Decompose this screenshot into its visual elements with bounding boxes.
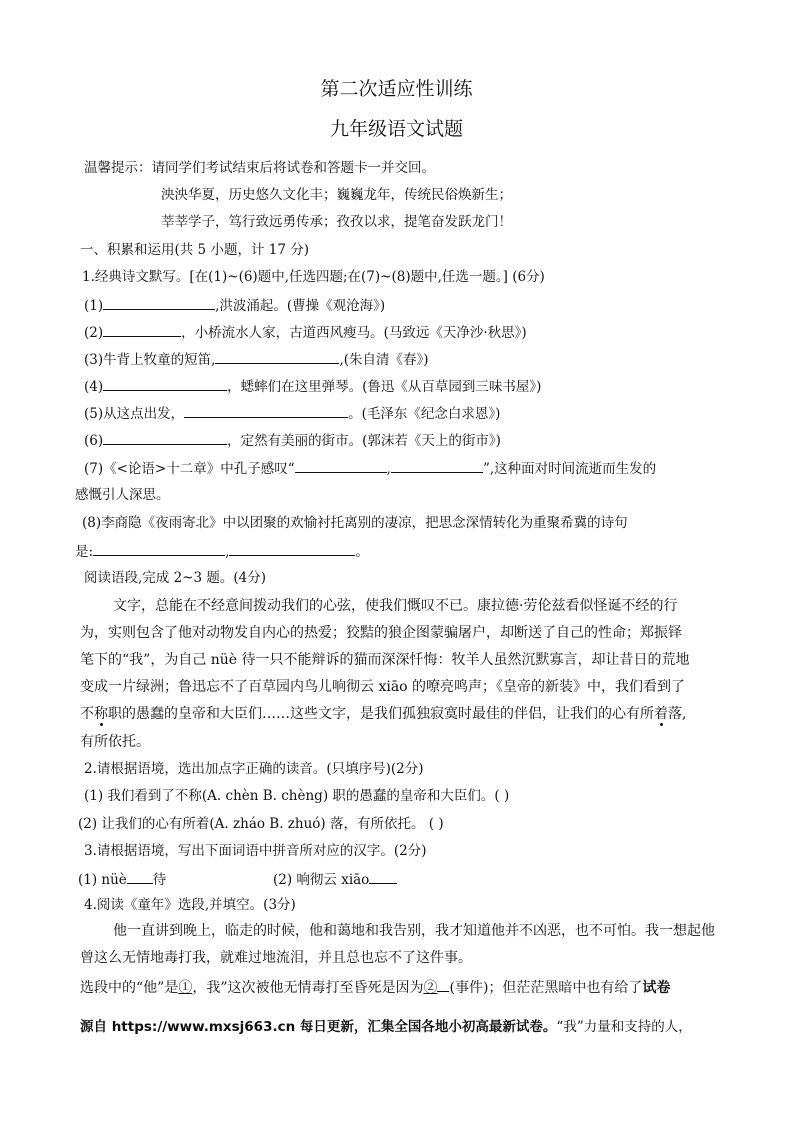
q4-passage-line-2: 曾这么无情地毒打我，就难过地流泪，并且总也忘不了这件事。 [80, 950, 472, 966]
answer-blank[interactable] [103, 430, 227, 445]
reading-para-line-2: 为，实则包含了他对动物发自内心的热爱；狡黠的狼企图蒙骗屠户，却断送了自己的性命；郑振铎 [80, 625, 682, 641]
answer-blank[interactable] [369, 869, 397, 884]
answer-blank[interactable] [295, 458, 387, 473]
notice-line-1: 泱泱华夏，历史悠久文化丰；巍巍龙年，传统民俗焕新生； [161, 187, 512, 203]
reading-intro: 阅读语段,完成 2~3 题。(4分) [84, 570, 266, 586]
q1-item-6: (6) ，定然有美丽的街市。(郭沫若《天上的街市》) [84, 430, 501, 450]
q4-stem: 4.阅读《童年》选段,并填空。(3分) [84, 897, 296, 913]
answer-blank[interactable] [93, 541, 225, 556]
answer-blank[interactable] [103, 376, 227, 391]
blank-2[interactable]: ② [423, 980, 438, 996]
answer-blank[interactable] [391, 458, 483, 473]
q2-stem: 2.请根据语境，选出加点字正确的读音。(只填序号)(2分) [84, 761, 424, 777]
answer-blank[interactable] [103, 322, 181, 337]
q3-item-1: (1) nüè 待 [78, 869, 166, 889]
answer-blank[interactable] [103, 295, 215, 310]
q3-stem: 3.请根据语境，写出下面词语中拼音所对应的汉字。(2分) [84, 843, 427, 859]
q1-item-5: (5)从这点出发， 。(毛泽东《纪念白求恩》) [84, 403, 500, 423]
dotted-char: 称 [94, 706, 108, 722]
dotted-char: 着 [654, 706, 668, 722]
page-subtitle: 九年级语文试题 [329, 118, 463, 140]
q2-item-2: (2) 让我们的心有所着(A. zháo B. zhuó) 落，有所依托。 ( ) [78, 816, 444, 832]
q1-item-7-cont: 感慨引人深思。 [75, 487, 170, 503]
reading-para-line-4: 变成一片绿洲；鲁迅忘不了百草园内鸟儿响彻云 xiāo 的嘹亮鸣声；《皇帝的新装》中，我们看到了 [80, 679, 686, 695]
q1-item-8-cont: 是: , 。 [75, 541, 369, 561]
answer-blank[interactable] [184, 403, 348, 418]
footer-source: 源自 https://www.mxsj663.cn 每日更新，汇集全国各地小初高最新试卷。“我”力量和支持的人， [80, 1019, 692, 1035]
reading-para-line-3: 笔下的“我”，为自己 nüè 待一只不能辩诉的猫而深深忏悔：牧羊人虽然沉默寡言，却让昔日的荒地 [80, 652, 690, 668]
q1-item-2: (2) ，小桥流水人家，古道西风瘦马。(马致远《天净沙·秋思》) [84, 322, 527, 342]
footer-source-text: 源自 https://www.mxsj663.cn 每日更新，汇集全国各地小初高最新试卷。 [80, 1019, 557, 1035]
reading-para-line-6: 有所依托。 [80, 734, 150, 750]
section-heading: 一、积累和运用(共 5 小题，计 17 分) [80, 242, 309, 258]
answer-blank[interactable] [437, 977, 449, 992]
q2-item-1: (1) 我们看到了不称(A. chèn B. chèng) 职的愚蠢的皇帝和大臣们。( ) [84, 788, 510, 804]
answer-blank[interactable] [215, 349, 339, 364]
notice-line-2: 莘莘学子，笃行致远勇传承；孜孜以求，提笔奋发跃龙门！ [161, 214, 512, 230]
q1-item-7: (7)《<论语>十二章》中孔子感叹“ , ”,这种面对时间流逝而生发的 [84, 458, 656, 478]
q1-item-4: (4) ，蟋蟀们在这里弹琴。(鲁迅《从百草园到三味书屋》) [84, 376, 541, 396]
q4-question: 选段中的“他”是①，我”这次被他无情毒打至昏死是因为② (事件)；但茫茫黑暗中也有给了试卷 [80, 977, 670, 997]
q4-passage-line-1: 他一直讲到晚上，临走的时候，他和蔼地和我告别，我才知道他并不凶恶，也不可怕。我一想起他 [113, 923, 715, 939]
notice-label: 温馨提示：请同学们考试结束后将试卷和答题卡一并交回。 [84, 160, 435, 176]
blank-1[interactable]: ① [178, 980, 193, 996]
page-title: 第二次适应性训练 [320, 78, 473, 100]
q1-item-1: (1) ,洪波涌起。(曹操《观沧海》) [84, 295, 385, 315]
q1-item-8: (8)李商隐《夜雨寄北》中以团聚的欢愉衬托离别的凄凉，把思念深情转化为重聚希冀的诗句 [82, 515, 628, 531]
q1-stem: 1.经典诗文默写。[在(1)~(6)题中,任选四题;在(7)~(8)题中,任选一题。] (6分) [82, 269, 545, 285]
answer-blank[interactable] [229, 541, 355, 556]
reading-para-line-1: 文字，总能在不经意间拨动我们的心弦，使我们慨叹不已。康拉德·劳伦兹看似怪诞不经的行 [113, 598, 678, 614]
reading-para-line-5: 不称职的愚蠢的皇帝和大臣们……这些文字，是我们孤独寂寞时最佳的伴侣，让我们的心有所着落, [80, 706, 687, 722]
answer-blank[interactable] [127, 869, 153, 884]
q3-item-2: (2) 响彻云 xiāo [273, 869, 397, 889]
q1-item-3: (3)牛背上牧童的短笛, ,(朱自清《春》) [84, 349, 429, 369]
